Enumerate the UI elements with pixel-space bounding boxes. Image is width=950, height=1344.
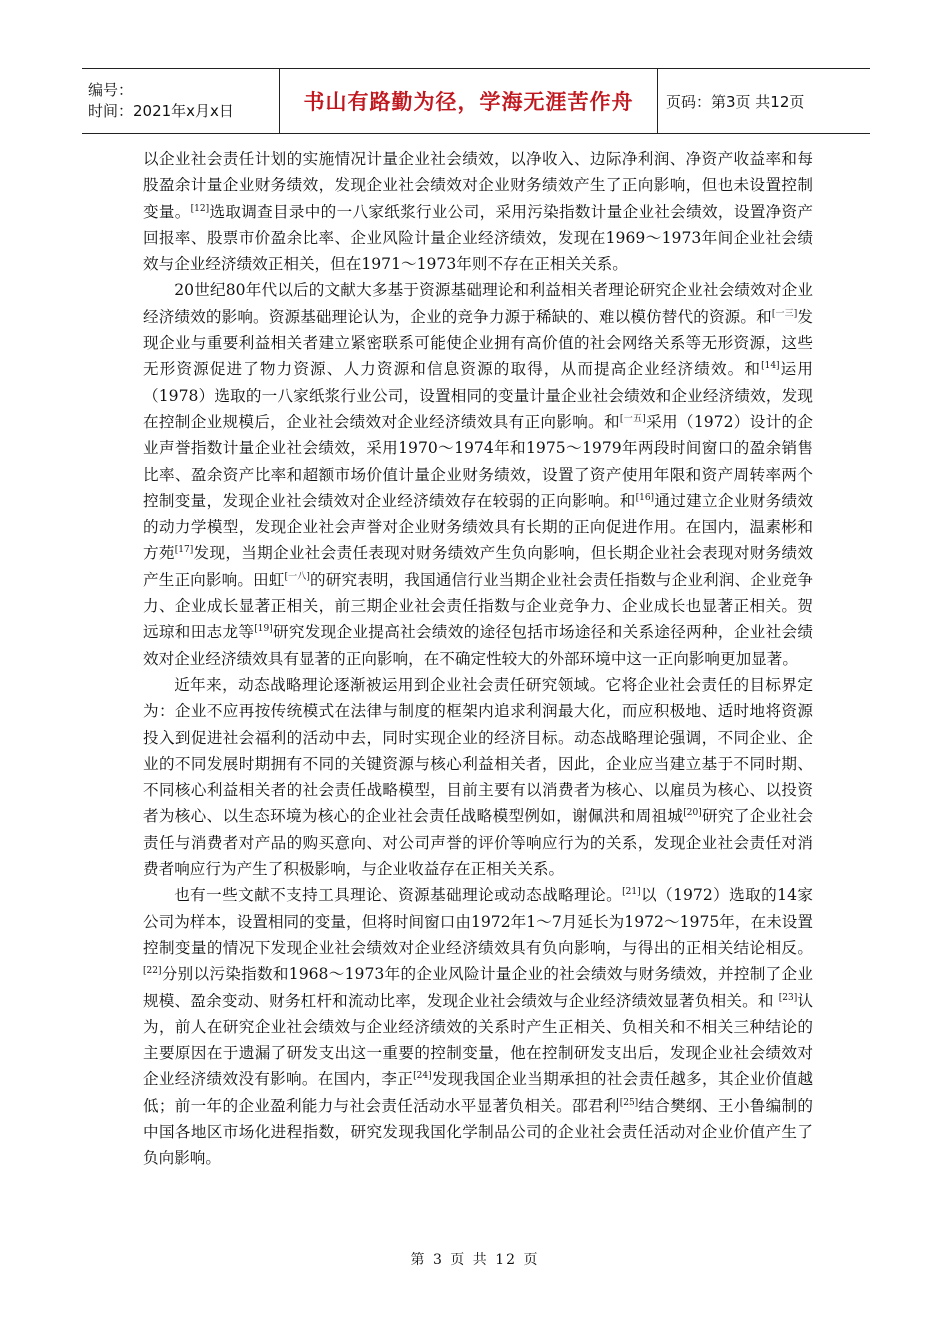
paragraph-text: 发现，当期企业社会责任表现对财务绩效产生负向影响，但长期企业社会表现对财务绩效产生正向影响。田虹 (143, 544, 813, 589)
paragraph-text: 选取调查目录中的一八家纸浆行业公司，采用污染指数计量企业社会绩效，设置净资产回报率、股票市价盈余比率、企业风险计量企业经济绩效，发现在1969～1973年间企业社会绩效与企业经济绩效正相关，但在1971～1973年则不存在正相关关系。 (143, 202, 813, 274)
citation-ref: [16] (635, 492, 655, 503)
page-header (82, 68, 870, 134)
paragraph-text: 通过建立企业财务绩效的动力学模型，发现企业社会声誉对企业财务绩效具有长期的正向促进作用。在国内，温素彬和方苑 (143, 491, 813, 563)
header-motto-cell (280, 69, 658, 133)
citation-ref: [14] (761, 361, 780, 372)
paragraph-text: 结合樊纲、王小鲁编制的中国各地区市场化进程指数，研究发现我国化学制品公司的企业社会责任活动对企业价值产生了负向影响。 (143, 1096, 813, 1168)
paragraph-text: 的研究表明，我国通信行业当期企业社会责任指数与企业利润、企业竞争力、企业成长显著正相关，前三期企业社会责任指数与企业竞争力、企业成长也显著正相关。贺远琼和田志龙等 (143, 570, 813, 642)
paragraph-text: 认为，前人在研究企业社会绩效与企业经济绩效的关系时产生正相关、负相关和不相关三种结论的主要原因在于遗漏了研发支出这一重要的控制变量，他在控制研发支出后，发现企业社会绩效对企业经济绩效没有影响。在国内，李正 (143, 991, 813, 1089)
document-date-label: 时间：2021年x月x日 (88, 102, 234, 120)
citation-ref: [一三] (771, 308, 798, 319)
citation-ref: [20] (683, 808, 702, 819)
citation-ref: [23] (778, 992, 798, 1003)
citation-ref: [12] (190, 203, 210, 214)
paragraph-1 (143, 146, 813, 277)
header-motto: 书山有路勤为径，学海无涯苦作舟 (303, 90, 634, 114)
paragraph-text: 分别以污染指数和1968～1973年的企业风险计量企业的社会绩效与财务绩效，并控制了企业规模、盈余变动、财务杠杆和流动比率，发现企业社会绩效与企业经济绩效显著负相关。和 (143, 965, 813, 1010)
paragraph-text: 采用（1972）设计的企业声誉指数计量企业社会绩效，采用1970～1974年和1975～1979年两段时间窗口的盈余销售比率、盈余资产比率和超额市场价值计量企业财务绩效，设置了资产使用年限和资产周转率两个控制变量，发现企业社会绩效对企业经济绩效存在较弱的正向影响。和 (143, 412, 813, 510)
document-number-label: 编号： (88, 81, 134, 99)
paragraph-text: 研究了企业社会责任与消费者对产品的购买意向、对公司声誉的评价等响应行为的关系，发现企业社会责任对消费者响应行为产生了积极影响，与企业收益存在正相关关系。 (143, 807, 813, 879)
citation-ref: [一五] (619, 413, 646, 424)
header-page-number: 页码：第3页 共12页 (666, 92, 805, 111)
paragraph-2 (143, 277, 813, 671)
citation-ref: [22] (143, 966, 162, 977)
page-footer: 第 3 页 共 12 页 (410, 1252, 540, 1268)
paragraph-text: 以（1972）选取的14家公司为样本，设置相同的变量，但将时间窗口由1972年1～7月延长为1972～1975年，在未设置控制变量的情况下发现企业社会绩效对企业经济绩效具有负向影响，与得出的正相关结论相反。 (143, 886, 813, 957)
citation-ref: [21] (622, 887, 641, 898)
citation-ref: [24] (413, 1071, 432, 1082)
paragraph-4 (143, 882, 813, 1171)
citation-ref: [17] (174, 545, 194, 556)
body-text (143, 146, 813, 1172)
paragraph-text: 发现我国企业当期承担的社会责任越多，其企业价值越低；前一年的企业盈利能力与社会责任活动水平显著负相关。邵君利 (143, 1070, 813, 1115)
citation-ref: [一八] (284, 571, 310, 582)
citation-ref: [25] (619, 1097, 639, 1108)
paragraph-text: 也有一些文献不支持工具理论、资源基础理论或动态战略理论。 (174, 886, 623, 905)
paragraph-text: 近年来，动态战略理论逐渐被运用到企业社会责任研究领域。它将企业社会责任的目标界定为：企业不应再按传统模式在法律与制度的框架内追求利润最大化，而应积极地、适时地将资源投入到促进社会福利的活动中去，同时实现企业的经济目标。动态战略理论强调，不同企业、企业的不同发展时期拥有不同的关键资源与核心利益相关者，因此，企业应当建立基于不同时期、不同核心利益相关者的社会责任战略模型，目前主要有以消费者为核心、以雇员为核心、以投资者为核心、以生态环境为核心的企业社会责任战略模型例如，谢佩洪和周祖城 (143, 675, 813, 826)
header-page-cell (658, 69, 870, 133)
paragraph-text: 研究发现企业提高社会绩效的途径包括市场途径和关系途径两种，企业社会绩效对企业经济绩效具有显著的正向影响，在不确定性较大的外部环境中这一正向影响更加显著。 (143, 623, 813, 668)
header-meta (82, 69, 280, 133)
paragraph-3 (143, 672, 813, 882)
paragraph-text: 发现企业与重要利益相关者建立紧密联系可能使企业拥有高价值的社会网络关系等无形资源，这些无形资源促进了物力资源、人力资源和信息资源的取得，从而提高企业经济绩效。和 (143, 307, 813, 379)
paragraph-text: 20世纪80年代以后的文献大多基于资源基础理论和利益相关者理论研究企业社会绩效对企业经济绩效的影响。资源基础理论认为，企业的竞争力源于稀缺的、难以模仿替代的资源。和 (143, 281, 813, 326)
citation-ref: [19] (254, 624, 273, 635)
paragraph-text: 运用（1978）选取的一八家纸浆行业公司，设置相同的变量计量企业社会绩效和企业经济绩效，发现在控制企业规模后，企业社会绩效对企业经济绩效具有正向影响。和 (143, 360, 813, 431)
paragraph-text: 以企业社会责任计划的实施情况计量企业社会绩效，以净收入、边际净利润、净资产收益率和每股盈余计量企业财务绩效，发现企业社会绩效对企业财务绩效产生了正向影响，但也未设置控制变量。 (143, 150, 813, 221)
